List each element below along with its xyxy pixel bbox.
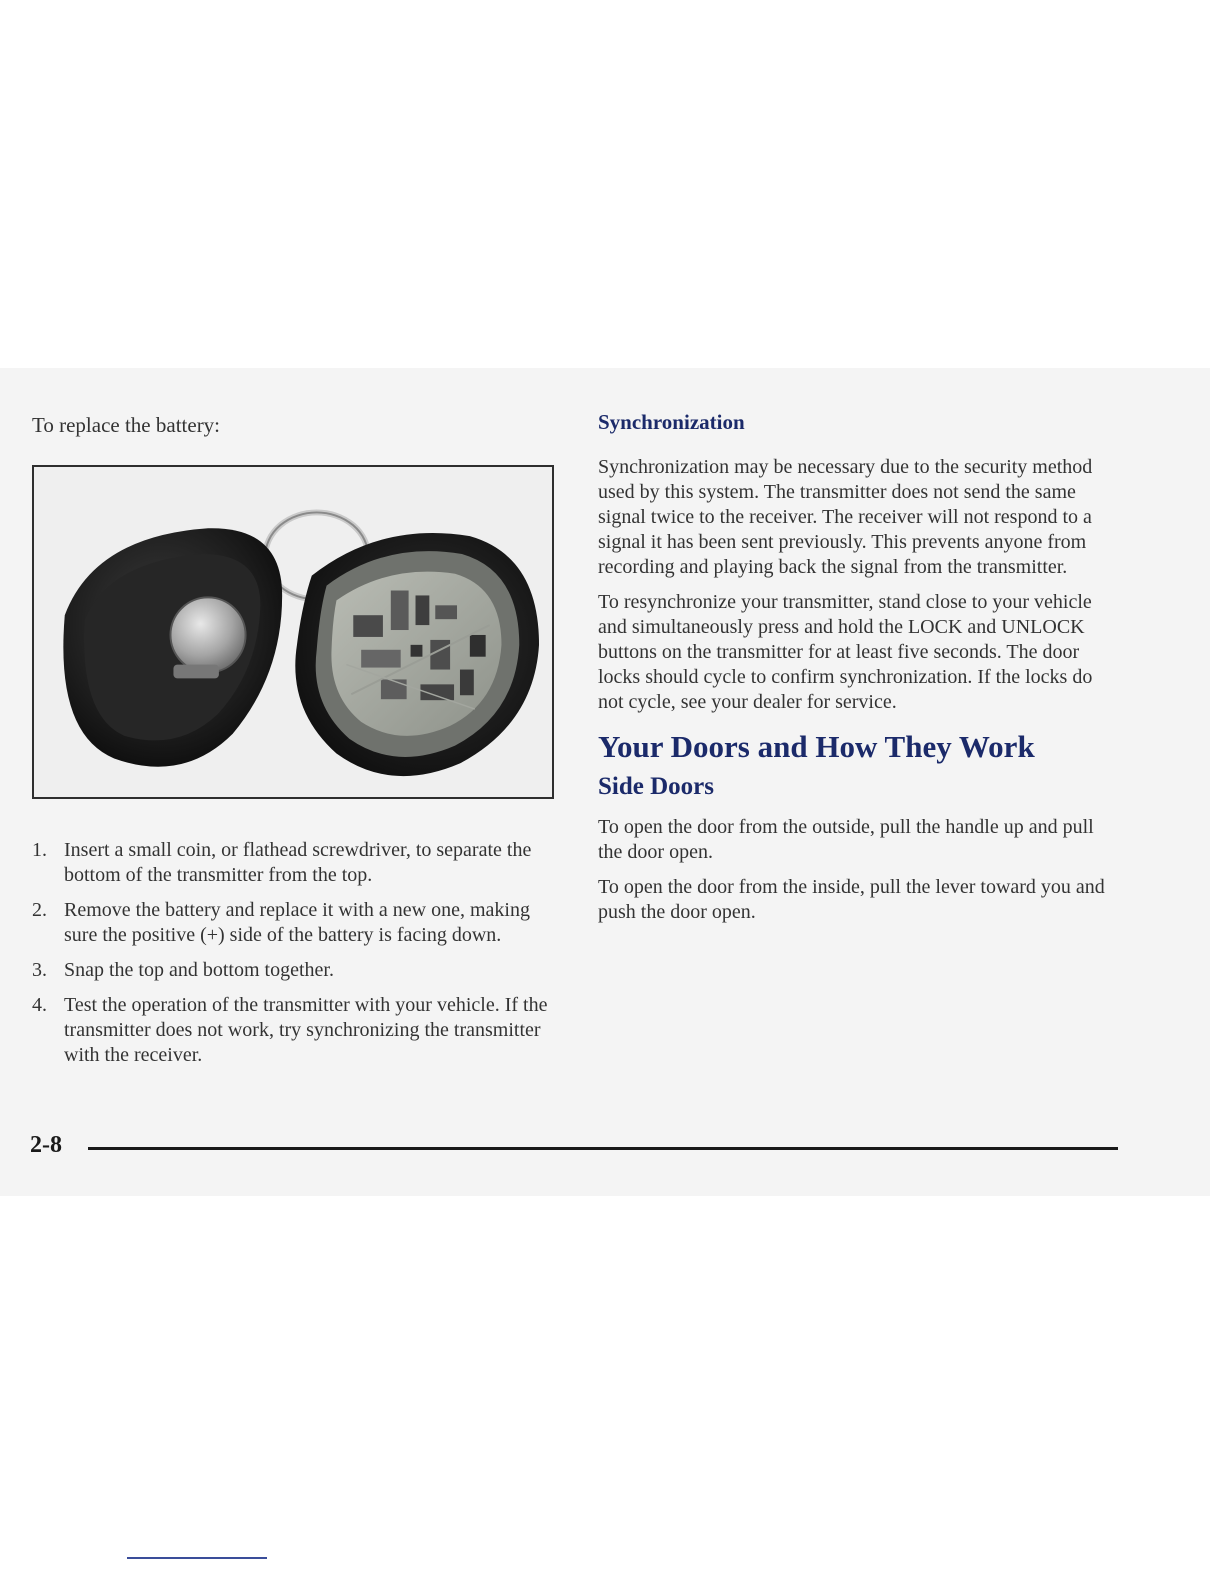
transmitter-illustration [34, 467, 552, 797]
battery-steps-list [32, 838, 552, 1078]
list-item [32, 993, 552, 1068]
doors-paragraph-2: To open the door from the inside, pull the lever toward you and push the door open. [598, 876, 1105, 923]
list-item [32, 838, 552, 888]
step-text: Insert a small coin, or flathead screwdriver, to separate the bottom of the transmitter from the top. [64, 839, 532, 886]
synchronization-paragraph-2: To resynchronize your transmitter, stand close to your vehicle and simultaneously press and hold the LOCK and UNLOCK buttons on the transmitter for at least five seconds. The door locks should cycle to confirm synchronization. If the locks do not cycle, see your dealer for service. [598, 591, 1093, 713]
synchronization-paragraph-1: Synchronization may be necessary due to the security method used by this system. The transmitter does not send the same signal twice to the receiver. The receiver will not respond to a signal it has been sent previously. This prevents anyone from recording and playing back the signal from the transmitter. [598, 456, 1093, 578]
step-number: 3. [32, 959, 47, 981]
page-number: 2-8 [30, 1132, 62, 1158]
synchronization-heading: Synchronization [598, 410, 745, 434]
footer-rule [88, 1147, 1118, 1150]
list-item [32, 958, 552, 983]
step-number: 1. [32, 839, 47, 861]
transmitter-photo [32, 465, 554, 799]
section-title: Your Doors and How They Work [598, 729, 1035, 764]
bottom-divider [127, 1557, 267, 1559]
intro-text: To replace the battery: [32, 413, 221, 437]
right-column [598, 410, 1118, 935]
step-number: 4. [32, 994, 47, 1016]
step-number: 2. [32, 899, 47, 921]
step-text: Test the operation of the transmitter with your vehicle. If the transmitter does not work, try synchronizing the transmitter with the receiver. [64, 994, 548, 1066]
doors-paragraph-1: To open the door from the outside, pull the handle up and pull the door open. [598, 816, 1094, 863]
side-doors-heading: Side Doors [598, 773, 714, 800]
list-item [32, 898, 552, 948]
step-text: Snap the top and bottom together. [64, 959, 334, 981]
step-text: Remove the battery and replace it with a new one, making sure the positive (+) side of the battery is facing down. [64, 899, 530, 946]
